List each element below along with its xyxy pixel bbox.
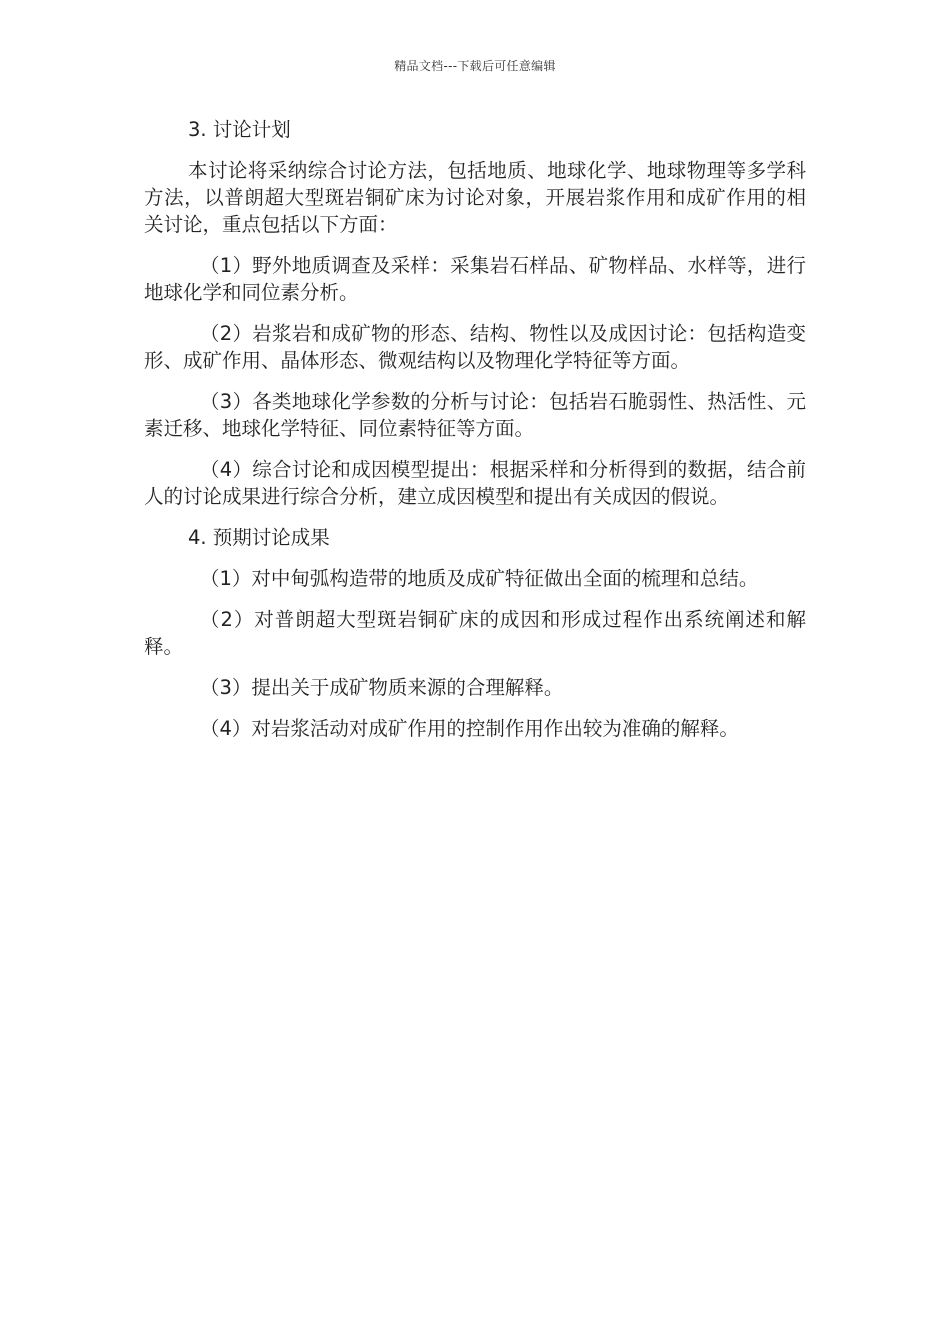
section-3-item-4: （4）综合讨论和成因模型提出：根据采样和分析得到的数据，结合前人的讨论成果进行综合分析，建立成因模型和提出有关成因的假说。 [144,458,806,508]
section-4-item-1: （1）对中甸弧构造带的地质及成矿特征做出全面的梳理和总结。 [200,567,759,590]
section-3-item-1: （1）野外地质调查及采样：采集岩石样品、矿物样品、水样等，进行地球化学和同位素分析。 [144,254,806,304]
section-4-heading: 4. 预期讨论成果 [188,526,330,549]
section-3-item-2: （2）岩浆岩和成矿物的形态、结构、物性以及成因讨论：包括构造变形、成矿作用、晶体形态、微观结构以及物理化学特征等方面。 [144,322,806,372]
section-3-heading: 3. 讨论计划 [188,118,291,141]
section-4-item-3: （3）提出关于成矿物质来源的合理解释。 [200,676,564,699]
section-3-item-3: （3）各类地球化学参数的分析与讨论：包括岩石脆弱性、热活性、元素迁移、地球化学特征、同位素特征等方面。 [144,390,806,440]
document-body [144,116,806,756]
page-header: 精品文档---下载后可任意编辑 [394,59,556,73]
section-4-item-2: （2）对普朗超大型斑岩铜矿床的成因和形成过程作出系统阐述和解释。 [144,608,806,658]
section-4-item-4: （4）对岩浆活动对成矿作用的控制作用作出较为准确的解释。 [200,717,739,740]
section-3-intro: 本讨论将采纳综合讨论方法，包括地质、地球化学、地球物理等多学科方法，以普朗超大型斑岩铜矿床为讨论对象，开展岩浆作用和成矿作用的相关讨论，重点包括以下方面： [144,159,806,236]
